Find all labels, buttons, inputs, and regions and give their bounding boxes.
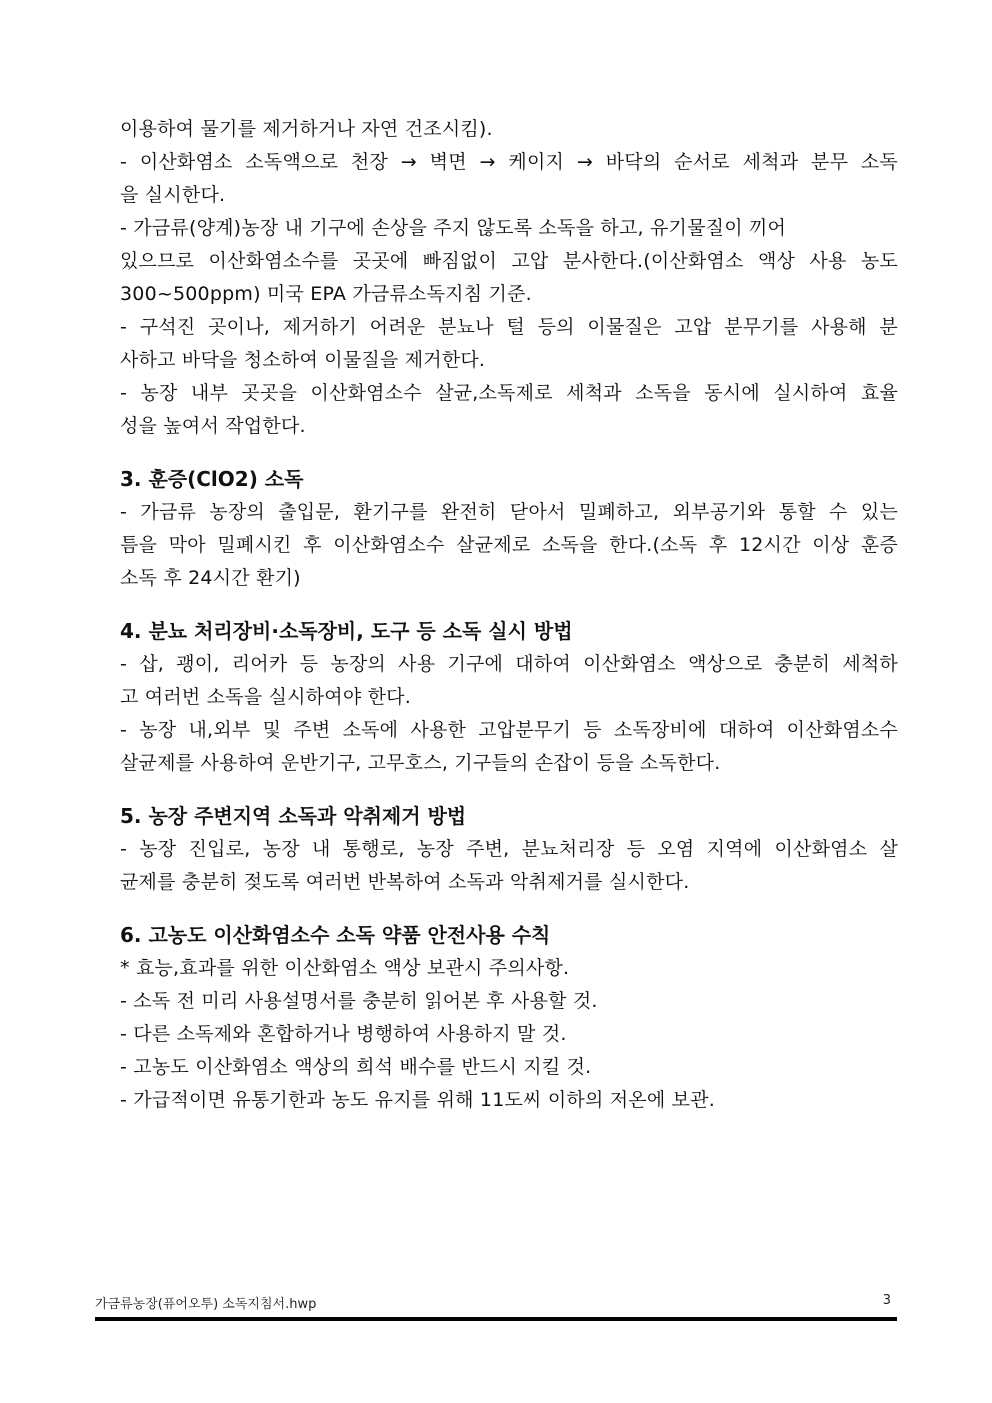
paragraph-line: 이용하여 물기를 제거하거나 자연 건조시킴). xyxy=(120,118,493,140)
paragraph-line: - 농장 내,외부 및 주변 소독에 사용한 고압분무기 등 소독장비에 대하여 이산화염소수 xyxy=(120,719,898,741)
document-body xyxy=(120,113,898,1117)
paragraph-line: - 이산화염소 소독액으로 천장 → 벽면 → 케이지 → 바닥의 순서로 세척과 분무 소독 xyxy=(120,151,898,173)
footer-filename: 가금류농장(퓨어오투) 소독지침서.hwp xyxy=(95,1297,317,1312)
paragraph-line: 균제를 충분히 젖도록 여러번 반복하여 소독과 악취제거를 실시한다. xyxy=(120,871,690,893)
paragraph-line: - 구석진 곳이나, 제거하기 어려운 분뇨나 털 등의 이물질은 고압 분무기를 사용해 분 xyxy=(120,316,898,338)
paragraph-line: 틈을 막아 밀폐시킨 후 이산화염소수 살균제로 소독을 한다.(소독 후 12시간 이상 훈증 xyxy=(120,534,898,556)
section-heading: 6. 고농도 이산화염소수 소독 약품 안전사용 수칙 xyxy=(120,923,551,947)
page-footer xyxy=(95,1290,897,1314)
paragraph-line: - 가금류 농장의 출입문, 환기구를 완전히 닫아서 밀폐하고, 외부공기와 통할 수 있는 xyxy=(120,501,898,523)
paragraph-line: 을 실시한다. xyxy=(120,184,226,206)
footer-divider xyxy=(95,1317,897,1321)
section-heading: 5. 농장 주변지역 소독과 악취제거 방법 xyxy=(120,804,467,828)
paragraph-line: 사하고 바닥을 청소하여 이물질을 제거한다. xyxy=(120,349,486,371)
section-heading: 4. 분뇨 처리장비·소독장비, 도구 등 소독 실시 방법 xyxy=(120,619,573,643)
paragraph-line: - 다른 소독제와 혼합하거나 병행하여 사용하지 말 것. xyxy=(120,1023,567,1045)
paragraph-line: * 효능,효과를 위한 이산화염소 액상 보관시 주의사항. xyxy=(120,957,570,979)
paragraph-line: - 고농도 이산화염소 액상의 희석 배수를 반드시 지킬 것. xyxy=(120,1056,592,1078)
section-heading: 3. 훈증(ClO2) 소독 xyxy=(120,467,304,491)
paragraph-line: 살균제를 사용하여 운반기구, 고무호스, 기구들의 손잡이 등을 소독한다. xyxy=(120,752,721,774)
paragraph-line: 고 여러번 소독을 실시하여야 한다. xyxy=(120,686,411,708)
paragraph-line: 300~500ppm) 미국 EPA 가금류소독지침 기준. xyxy=(120,283,532,305)
paragraph-line: - 가금류(양계)농장 내 기구에 손상을 주지 않도록 소독을 하고, 유기물질이 끼어 xyxy=(120,217,787,239)
paragraph-line: - 농장 내부 곳곳을 이산화염소수 살균,소독제로 세척과 소독을 동시에 실시하여 효율 xyxy=(120,382,898,404)
paragraph-line: - 삽, 괭이, 리어카 등 농장의 사용 기구에 대하여 이산화염소 액상으로 충분히 세척하 xyxy=(120,653,898,675)
paragraph-line: 성을 높여서 작업한다. xyxy=(120,415,306,437)
paragraph-line: - 소독 전 미리 사용설명서를 충분히 읽어본 후 사용할 것. xyxy=(120,990,598,1012)
paragraph-line: - 농장 진입로, 농장 내 통행로, 농장 주변, 분뇨처리장 등 오염 지역에 이산화염소 살 xyxy=(120,838,898,860)
page-number: 3 xyxy=(882,1293,891,1308)
paragraph-line: - 가급적이면 유통기한과 농도 유지를 위해 11도씨 이하의 저온에 보관. xyxy=(120,1089,715,1111)
paragraph-line: 있으므로 이산화염소수를 곳곳에 빠짐없이 고압 분사한다.(이산화염소 액상 사용 농도 xyxy=(120,250,898,272)
paragraph-line: 소독 후 24시간 환기) xyxy=(120,567,301,589)
